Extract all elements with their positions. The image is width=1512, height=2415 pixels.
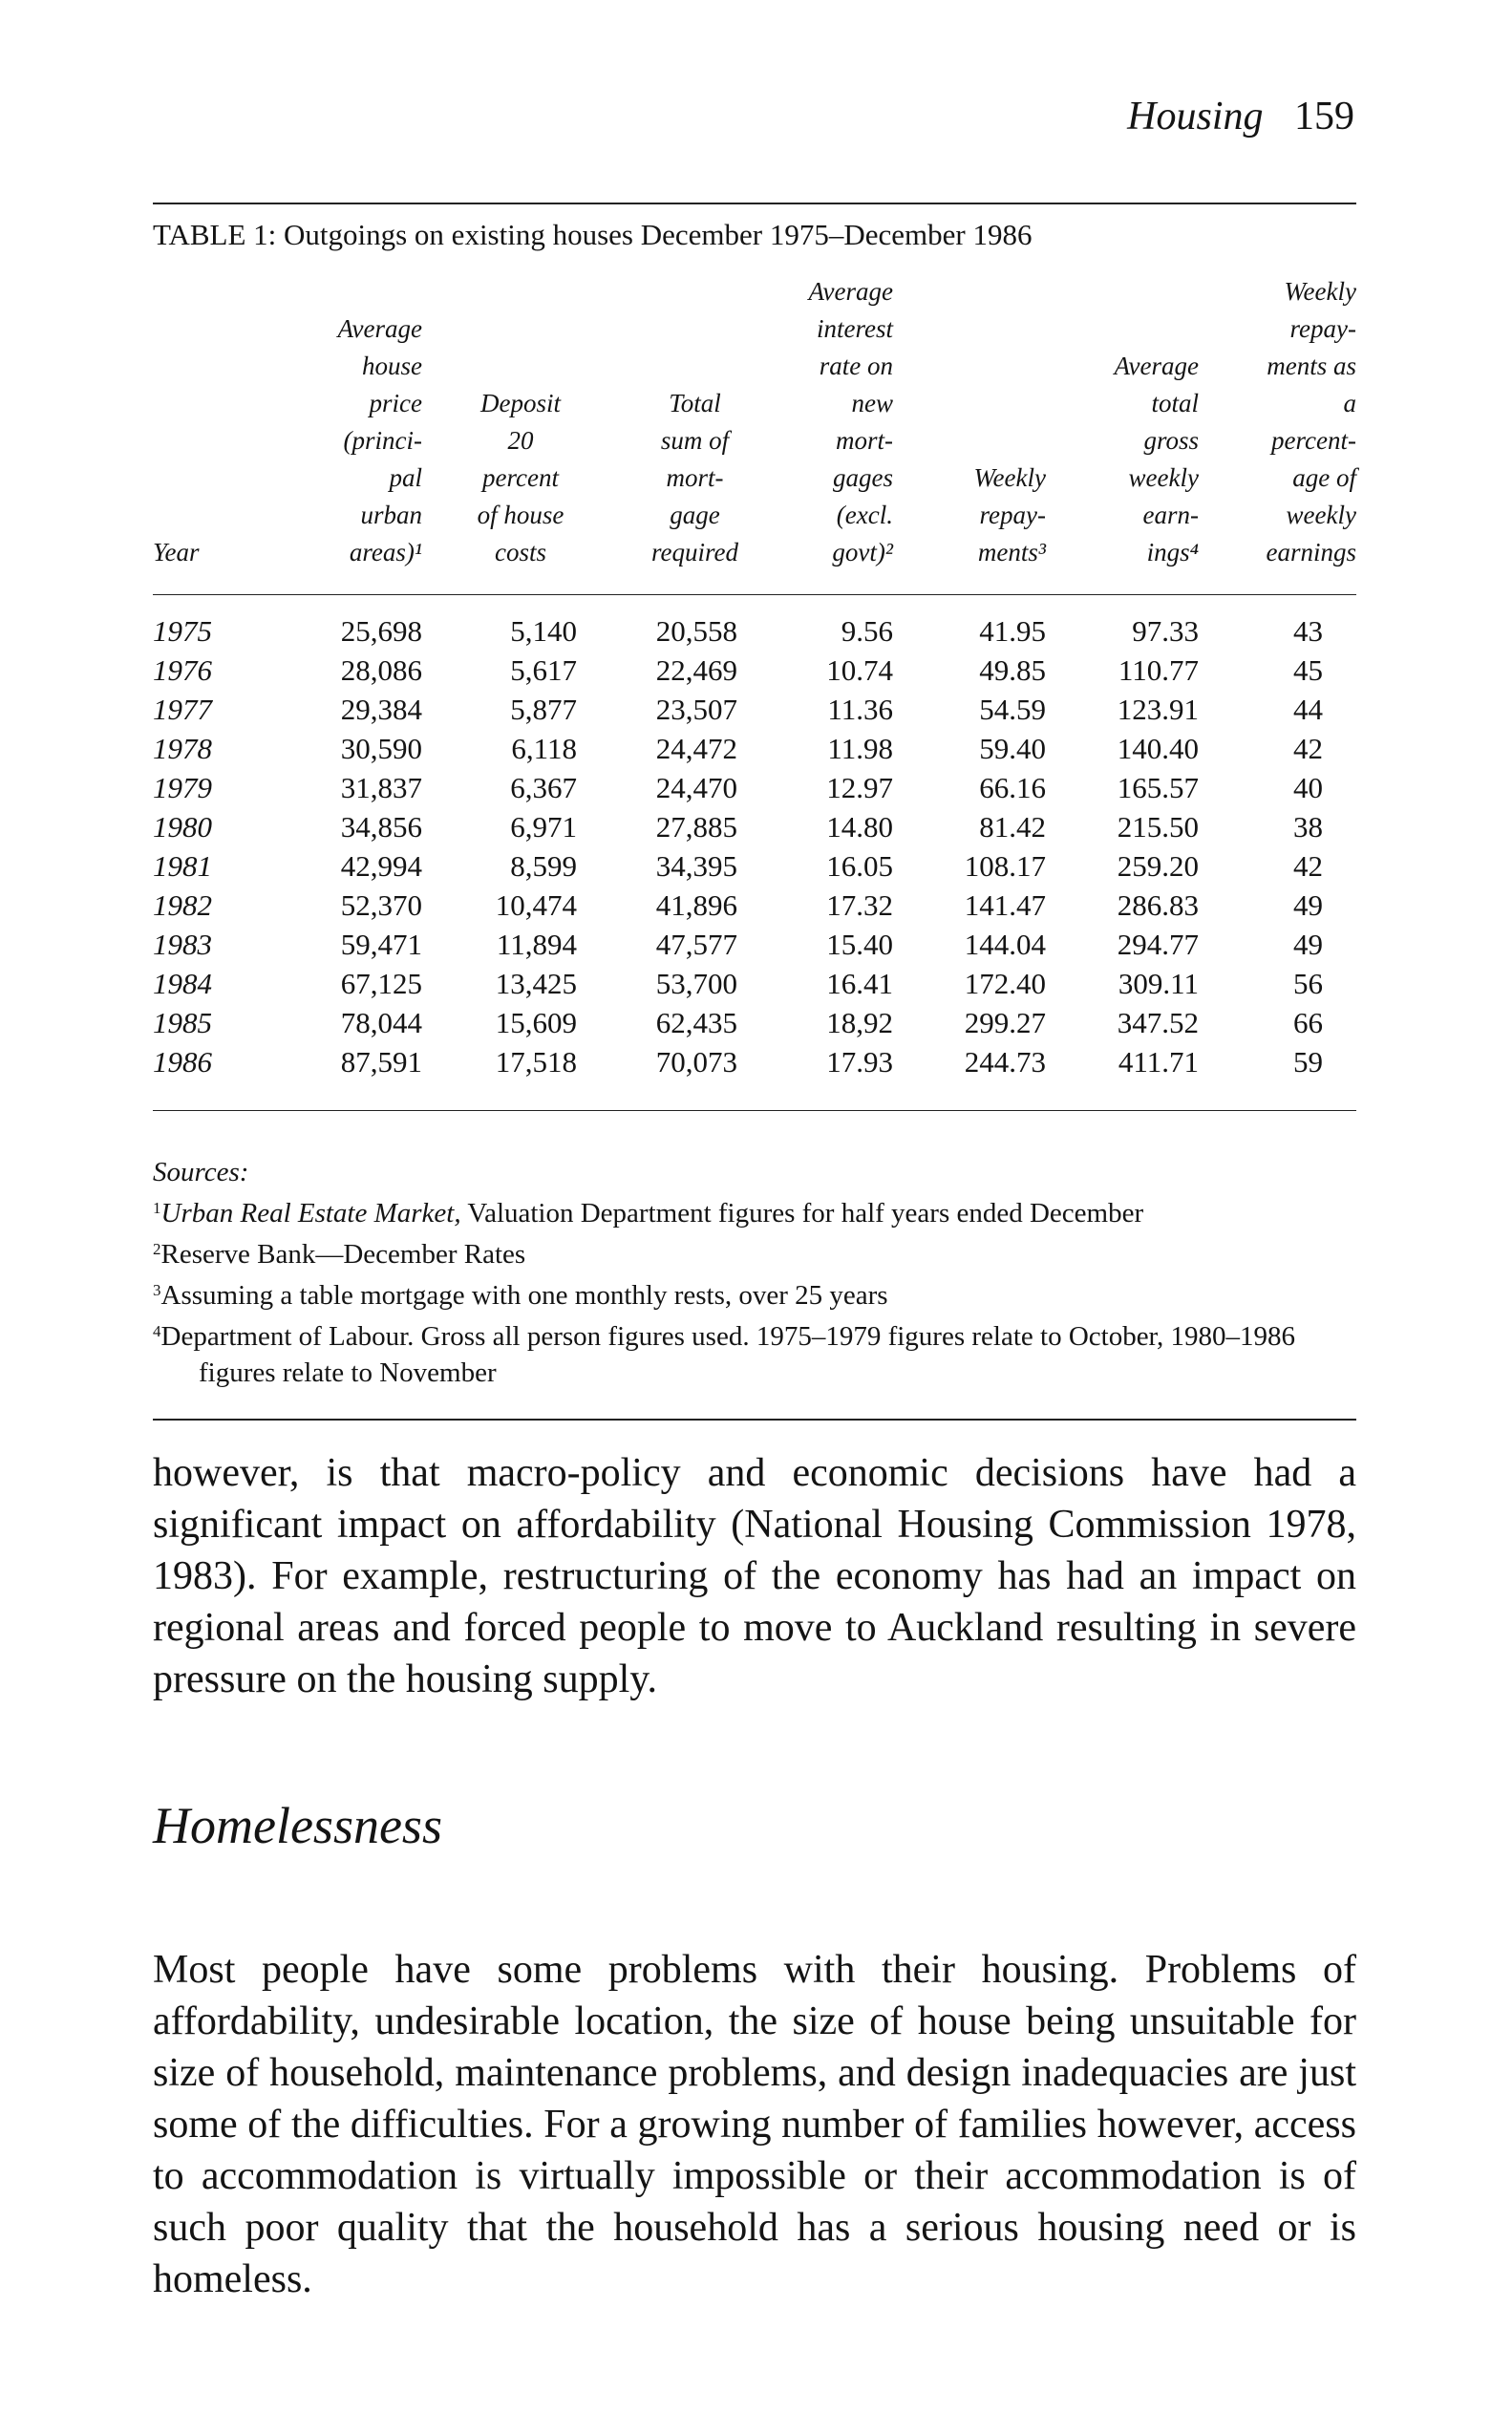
cell-repayment-percent: 42 bbox=[1293, 849, 1323, 883]
cell-deposit: 5,140 bbox=[510, 614, 577, 648]
cell-interest-rate: 16.41 bbox=[826, 967, 893, 1000]
cell-house-price: 59,471 bbox=[340, 928, 422, 961]
cell-weekly-earnings: 140.40 bbox=[1117, 732, 1199, 765]
running-head-title: Housing bbox=[1127, 95, 1264, 139]
col-header-repayment-percent: Weekly repay- ments as a percent- age of weekly earnings bbox=[1266, 277, 1356, 566]
cell-total-mortgage: 62,435 bbox=[655, 1006, 737, 1039]
cell-year: 1986 bbox=[153, 1045, 212, 1079]
cell-house-price: 67,125 bbox=[340, 967, 422, 1000]
cell-year: 1978 bbox=[153, 732, 212, 765]
cell-repayment-percent: 40 bbox=[1293, 771, 1323, 804]
cell-repayment-percent: 43 bbox=[1293, 614, 1323, 648]
cell-house-price: 42,994 bbox=[340, 849, 422, 883]
cell-weekly-earnings: 110.77 bbox=[1118, 653, 1199, 687]
page-number: 159 bbox=[1294, 95, 1354, 139]
table-row bbox=[0, 1003, 1512, 1042]
source-note: $^4$Department of Labour. Gross all person figures used. 1975–1979 figures relate to October, 1980–1986 figures relate to November bbox=[153, 1321, 1296, 1388]
cell-interest-rate: 15.40 bbox=[826, 928, 893, 961]
sources-bottom-rule bbox=[153, 1419, 1356, 1421]
cell-total-mortgage: 24,472 bbox=[655, 732, 737, 765]
cell-total-mortgage: 23,507 bbox=[655, 693, 737, 726]
cell-deposit: 11,894 bbox=[496, 928, 577, 961]
table-row bbox=[0, 611, 1512, 651]
col-header-total-mortgage: Total sum of mort- gage required bbox=[651, 389, 738, 566]
cell-repayment-percent: 44 bbox=[1293, 693, 1323, 726]
cell-weekly-repayments: 108.17 bbox=[964, 849, 1046, 883]
cell-house-price: 28,086 bbox=[340, 653, 422, 687]
cell-weekly-repayments: 244.73 bbox=[964, 1045, 1046, 1079]
cell-total-mortgage: 24,470 bbox=[655, 771, 737, 804]
cell-deposit: 13,425 bbox=[495, 967, 577, 1000]
cell-weekly-earnings: 215.50 bbox=[1117, 810, 1199, 844]
cell-repayment-percent: 56 bbox=[1293, 967, 1323, 1000]
cell-deposit: 6,367 bbox=[510, 771, 577, 804]
running-head bbox=[1127, 94, 1354, 139]
cell-deposit: 6,971 bbox=[510, 810, 577, 844]
cell-year: 1977 bbox=[153, 693, 212, 726]
cell-house-price: 52,370 bbox=[340, 888, 422, 922]
col-header-year: Year bbox=[153, 538, 200, 566]
cell-repayment-percent: 66 bbox=[1293, 1006, 1323, 1039]
cell-total-mortgage: 47,577 bbox=[655, 928, 737, 961]
cell-weekly-earnings: 347.52 bbox=[1117, 1006, 1199, 1039]
table-row bbox=[0, 964, 1512, 1003]
table-row bbox=[0, 729, 1512, 768]
cell-total-mortgage: 22,469 bbox=[655, 653, 737, 687]
cell-repayment-percent: 42 bbox=[1293, 732, 1323, 765]
cell-weekly-repayments: 59.40 bbox=[979, 732, 1046, 765]
source-note: $^3$Assuming a table mortgage with one monthly rests, over 25 years bbox=[153, 1280, 888, 1311]
cell-weekly-earnings: 259.20 bbox=[1117, 849, 1199, 883]
table-row bbox=[0, 690, 1512, 729]
source-note: $^2$Reserve Bank—December Rates bbox=[153, 1239, 526, 1270]
cell-interest-rate: 9.56 bbox=[841, 614, 893, 648]
cell-weekly-repayments: 299.27 bbox=[964, 1006, 1046, 1039]
cell-weekly-repayments: 144.04 bbox=[964, 928, 1046, 961]
cell-weekly-repayments: 49.85 bbox=[979, 653, 1046, 687]
cell-deposit: 5,617 bbox=[510, 653, 577, 687]
cell-repayment-percent: 59 bbox=[1293, 1045, 1323, 1079]
cell-total-mortgage: 41,896 bbox=[655, 888, 737, 922]
cell-house-price: 31,837 bbox=[340, 771, 422, 804]
cell-year: 1985 bbox=[153, 1006, 212, 1039]
cell-weekly-repayments: 172.40 bbox=[964, 967, 1046, 1000]
cell-weekly-repayments: 54.59 bbox=[979, 693, 1046, 726]
col-header-deposit: Deposit 20 percent of house costs bbox=[477, 389, 564, 566]
table-row bbox=[0, 846, 1512, 886]
cell-interest-rate: 18,92 bbox=[826, 1006, 893, 1039]
cell-deposit: 8,599 bbox=[510, 849, 577, 883]
cell-deposit: 15,609 bbox=[495, 1006, 577, 1039]
table-bottom-rule bbox=[153, 1110, 1356, 1111]
cell-total-mortgage: 34,395 bbox=[655, 849, 737, 883]
cell-year: 1980 bbox=[153, 810, 212, 844]
table-row bbox=[0, 768, 1512, 807]
table-sources bbox=[153, 1154, 1356, 1391]
cell-year: 1976 bbox=[153, 653, 212, 687]
cell-interest-rate: 17.93 bbox=[826, 1045, 893, 1079]
section-heading: Homelessness bbox=[153, 1797, 442, 1854]
sources-label: Sources: bbox=[153, 1157, 249, 1187]
body-paragraph: however, is that macro-policy and economic decisions have had a significant impact on affordability (National Housing Commission 1978, 1983). For example, restructuring of the economy has had an impact on regional areas and forced people to move to Auckland resulting in severe pressure on the housing supply. bbox=[153, 1451, 1356, 1701]
cell-weekly-earnings: 286.83 bbox=[1117, 888, 1199, 922]
cell-total-mortgage: 70,073 bbox=[655, 1045, 737, 1079]
col-header-house-price: Average house price (princi- pal urban areas)¹ bbox=[337, 314, 422, 566]
cell-weekly-repayments: 81.42 bbox=[979, 810, 1046, 844]
table-row bbox=[0, 807, 1512, 846]
cell-weekly-earnings: 97.33 bbox=[1132, 614, 1199, 648]
cell-interest-rate: 16.05 bbox=[826, 849, 893, 883]
cell-deposit: 17,518 bbox=[495, 1045, 577, 1079]
cell-weekly-earnings: 165.57 bbox=[1117, 771, 1199, 804]
cell-weekly-repayments: 66.16 bbox=[979, 771, 1046, 804]
table-header-rule bbox=[153, 594, 1356, 595]
cell-house-price: 25,698 bbox=[340, 614, 422, 648]
cell-weekly-repayments: 141.47 bbox=[964, 888, 1046, 922]
cell-interest-rate: 11.36 bbox=[827, 693, 893, 726]
cell-total-mortgage: 20,558 bbox=[655, 614, 737, 648]
cell-repayment-percent: 49 bbox=[1293, 928, 1323, 961]
cell-interest-rate: 11.98 bbox=[827, 732, 893, 765]
cell-weekly-earnings: 294.77 bbox=[1117, 928, 1199, 961]
cell-house-price: 29,384 bbox=[340, 693, 422, 726]
col-header-weekly-earnings: Average total gross weekly earn- ings⁴ bbox=[1114, 352, 1199, 566]
cell-interest-rate: 14.80 bbox=[826, 810, 893, 844]
table-top-rule bbox=[153, 203, 1356, 204]
cell-repayment-percent: 49 bbox=[1293, 888, 1323, 922]
cell-repayment-percent: 45 bbox=[1293, 653, 1323, 687]
cell-weekly-earnings: 411.71 bbox=[1118, 1045, 1199, 1079]
cell-deposit: 10,474 bbox=[495, 888, 577, 922]
cell-house-price: 87,591 bbox=[340, 1045, 422, 1079]
cell-total-mortgage: 53,700 bbox=[655, 967, 737, 1000]
cell-year: 1981 bbox=[153, 849, 212, 883]
cell-year: 1982 bbox=[153, 888, 212, 922]
table-row bbox=[0, 1042, 1512, 1081]
table-caption: TABLE 1: Outgoings on existing houses December 1975–December 1986 bbox=[153, 218, 1033, 251]
cell-interest-rate: 17.32 bbox=[826, 888, 893, 922]
table-row bbox=[0, 651, 1512, 690]
cell-house-price: 30,590 bbox=[340, 732, 422, 765]
cell-house-price: 34,856 bbox=[340, 810, 422, 844]
cell-deposit: 5,877 bbox=[510, 693, 577, 726]
cell-year: 1983 bbox=[153, 928, 212, 961]
cell-repayment-percent: 38 bbox=[1293, 810, 1323, 844]
cell-deposit: 6,118 bbox=[511, 732, 577, 765]
cell-weekly-earnings: 123.91 bbox=[1117, 693, 1199, 726]
body-paragraph: Most people have some problems with their housing. Problems of affordability, undesirable location, the size of house being unsuitable for size of household, maintenance problems, and design inadequacies are just some of the difficulties. For a growing number of families however, access to accommodation is virtually impossible or their accommodation is of such poor quality that the household has a serious housing need or is homeless. bbox=[153, 1948, 1356, 2301]
source-note: $^1$Urban Real Estate Market, Valuation Department figures for half years ended December bbox=[153, 1198, 1144, 1229]
cell-year: 1984 bbox=[153, 967, 212, 1000]
cell-year: 1979 bbox=[153, 771, 212, 804]
cell-house-price: 78,044 bbox=[340, 1006, 422, 1039]
table-row bbox=[0, 886, 1512, 925]
source-note-title: Urban Real Estate Market, bbox=[160, 1198, 461, 1229]
col-header-interest-rate: Average interest rate on new mort- gages (excl. govt)² bbox=[808, 277, 893, 566]
cell-interest-rate: 10.74 bbox=[826, 653, 893, 687]
cell-interest-rate: 12.97 bbox=[826, 771, 893, 804]
cell-total-mortgage: 27,885 bbox=[655, 810, 737, 844]
table-row bbox=[0, 925, 1512, 964]
cell-weekly-repayments: 41.95 bbox=[979, 614, 1046, 648]
cell-weekly-earnings: 309.11 bbox=[1118, 967, 1199, 1000]
cell-year: 1975 bbox=[153, 614, 212, 648]
col-header-weekly-repayments: Weekly repay- ments³ bbox=[973, 463, 1046, 566]
